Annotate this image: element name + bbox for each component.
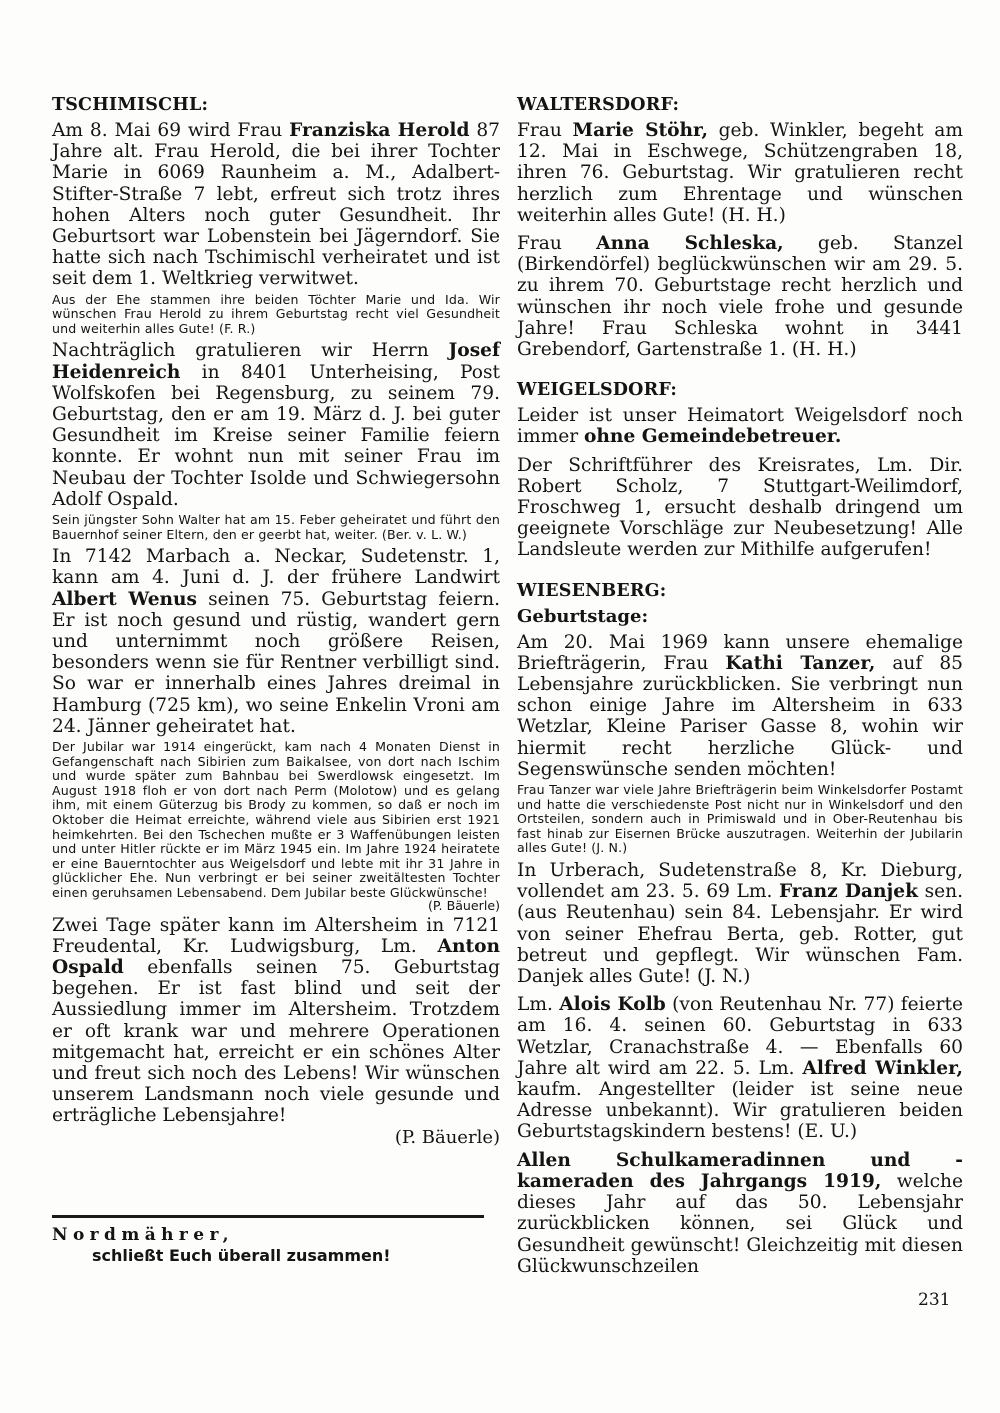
bold-name: Kathi Tanzer,	[725, 652, 876, 674]
text-run: auf 85 Lebensjahre zurückblicken. Sie verbringt nun schon einige Jahre im Altersheim in 633 Wetzlar, Kleine Pariser Gasse 8, wohin wir hiermit recht herzliche Glück- und Segenswünsche senden möchten!	[517, 652, 963, 780]
paragraph-robert-scholz	[517, 455, 963, 561]
text-run: kaufm. Angestellter (leider ist seine neue Adresse unbekannt). Wir gratulieren beiden Geburtstagskindern bestens! (E. U.)	[517, 1079, 963, 1143]
bold-name: Josef Heidenreich	[52, 340, 500, 383]
spacer	[517, 367, 963, 379]
note-wenus: Der Jubilar war 1914 eingerückt, kam nach 4 Monaten Dienst in Gefangenschaft nach Sibirien zum Baikalsee, von dort nach Ischim und wurde später zum Bahnbau bei Swerdlowsk eingesetzt. Im August 1918 floh er von dort nach Perm (Molotow) und es gelang ihm, mit einem Güterzug bis Brody zu kommen, so daß er noch im Oktober die Heimat erreichte, während viele aus Sibirien erst 1921 heimkehrten. Bei den Tschechen mußte er 3 Waffenübungen leisten und unter Hitler rückte er im März 1945 ein. Im Jahre 1924 heiratete er eine Bauerntochter aus Weigelsdorf und lebte mit ihr 31 Jahre in glücklicher Ehe. Nun verbringt er bei seiner zweitältesten Tochter einen geruhsamen Lebensabend. Dem Jubilar beste Glückwünsche!	[52, 739, 500, 900]
text-run: Der Schriftführer des Kreisrates, Lm. Dir. Robert Scholz, 7 Stuttgart-Weilimdorf, Froschweg 1, ersucht deshalb dringend um geeignete Vorschläge zur Neubesetzung! Alle Landsleute werden zur Mithilfe aufgerufen!	[517, 454, 963, 561]
text-run: ebenfalls seinen 75. Geburtstag begehen. Er ist fast blind und seit der Aussiedlung immer im Altersheim. Trotzdem er oft krank war und mehrere Operationen mitgemacht hat, erreicht er ein schönes Alter und freut sich noch des Lebens! Wir wünschen unserem Landsmann noch viele gesunde und erträgliche Lebensjahre!	[52, 956, 500, 1127]
text-run: Am 20. Mai 1969 kann unsere ehemalige Briefträgerin, Frau	[517, 631, 963, 674]
text-run: In 7142 Marbach a. Neckar, Sudetenstr. 1, kann am 4. Juni d. J. der frühere Landwirt	[52, 546, 500, 589]
section-heading: WEIGELSDORF:	[517, 380, 678, 401]
bold-name: Marie Stöhr,	[572, 120, 708, 141]
bold-name: Alfred Winkler,	[802, 1057, 963, 1079]
paragraph-marie-stoehr	[517, 120, 963, 226]
page-number: 231	[918, 1290, 951, 1310]
note-tanzer: Frau Tanzer war viele Jahre Briefträgerin beim Winkelsdorfer Postamt und hatte die verschiedenste Post nicht nur in Winkelsdorf und den Ortsteilen, sondern auch in Primiswald und in Ober-Reutenhau bis fast hinab zur Eisernen Brücke auszutragen. Weiterhin der Jubilarin alles Gute! (J. N.)	[517, 782, 963, 856]
bold-name: Alois Kolb	[559, 994, 666, 1016]
paragraph-gemeindebetreuer	[517, 405, 963, 447]
note-heidenreich: Sein jüngster Sohn Walter hat am 15. Feber geheiratet und führt den Bauernhof seiner Eltern, den er geerbt hat, weiter. (Ber. v. L. W.)	[52, 512, 500, 542]
text-run: (von Reutenhau Nr. 77) feierte am 16. 4. seinen 60. Geburtstag in 633 Wetzlar, Cranachstraße 4. — Ebenfalls 60 Jahre alt wird am 22. 5. Lm.	[517, 994, 963, 1079]
text-run: Am 8. Mai 69 wird Frau	[52, 120, 290, 141]
text-run: In Urberach, Sudetenstraße 8, Kr. Dieburg, vollendet am 23. 5. 69 Lm.	[517, 860, 963, 903]
paragraph-anna-schleska	[517, 233, 963, 360]
signature: (P. Bäuerle)	[394, 1126, 500, 1148]
section-tschimischl	[52, 94, 500, 1149]
note-herold: Aus der Ehe stammen ihre beiden Töchter Marie und Ida. Wir wünschen Frau Herold zu ihrem Geburtstag recht viel Gesundheit und weiterhin alles Gute! (F. R.)	[52, 291, 500, 336]
paragraph-albert-wenus	[52, 546, 500, 737]
paragraph-franz-danjek	[517, 860, 963, 987]
paragraph-franziska-herold	[52, 120, 500, 290]
text-run: in 8401 Unterheising, Post Wolfskofen bei Regensburg, zu seinem 79. Geburtstag, den er am 19. März d. J. bei guter Gesundheit im Kreise seiner Familie feiern konnte. Er wohnt nun mit seiner Frau im Neubau der Tochter Isolde und Schwiegersohn Adolf Ospald.	[52, 361, 500, 510]
text-run: Zwei Tage später kann im Altersheim in 7121 Freudental, Kr. Ludwigsburg, Lm.	[52, 914, 500, 957]
section-heading: WALTERSDORF:	[517, 95, 680, 115]
divider-rule	[52, 1215, 484, 1218]
section-heading: TSCHIMISCHL:	[52, 95, 209, 115]
bold-name: Franz Danjek	[778, 881, 918, 903]
slogan-box	[52, 1224, 391, 1266]
signature: (P. Bäuerle)	[428, 897, 500, 913]
bold-name: ohne Gemeindebetreuer.	[584, 426, 842, 448]
left-column	[52, 94, 500, 1149]
paragraph-jahrgang-1919	[517, 1150, 963, 1277]
text-run: welche dieses Jahr auf das 50. Lebensjahr zurückblicken können, sei Glück und Gesundheit gewünscht! Gleichzeitig mit diesen Glückwunschzeilen	[517, 1170, 963, 1277]
text-run: Lm.	[517, 994, 560, 1016]
paragraph-josef-heidenreich	[52, 340, 500, 510]
text-run: Frau	[517, 233, 597, 255]
text-run: seinen 75. Geburtstag feiern. Er ist noch gesund und rüstig, wandert gern und unternimmt noch größere Reisen, besonders wenn sie für Rentner verbilligt sind. So war er innerhalb eines Jahres dreimal in Hamburg (725 km), wo seine Enkelin Vroni am 24. Jänner geheiratet hat.	[52, 588, 500, 737]
bold-name: Franziska Herold	[289, 120, 470, 141]
text-run: Leider ist unser Heimatort Weigelsdorf noch immer	[517, 405, 963, 448]
bold-name: Albert Wenus	[52, 588, 198, 610]
section-subheading: Geburtstage:	[517, 605, 649, 627]
slogan-line-1: Nordmährer,	[52, 1225, 234, 1245]
bold-name: Anton Ospald	[52, 935, 500, 978]
right-column	[517, 94, 963, 1284]
section-waltersdorf	[517, 94, 963, 360]
paragraph-kathi-tanzer	[517, 632, 963, 780]
section-heading: WIESENBERG:	[517, 580, 667, 601]
section-wiesenberg	[517, 580, 963, 1277]
paragraph-alois-kolb	[517, 994, 963, 1142]
bold-name: Allen Schulkameradinnen und -kameraden des Jahrgangs 1919,	[517, 1149, 963, 1192]
section-weigelsdorf	[517, 379, 963, 560]
text-run: geb. Stanzel (Birkendörfel) beglückwünschen wir am 29. 5. zu ihrem 70. Geburtstage recht herzlich und wünschen ihr noch viele frohe und gesunde Jahre! Frau Schleska wohnt in 3441 Grebendorf, Gartenstraße 1. (H. H.)	[517, 233, 963, 361]
bold-name: Anna Schleska,	[596, 233, 784, 255]
paragraph-anton-ospald	[52, 915, 500, 1127]
spacer	[517, 568, 963, 580]
text-run: 87 Jahre alt. Frau Herold, die bei ihrer Tochter Marie in 6069 Raunheim a. M., Adalbert-Stifter-Straße 7 lebt, erfreut sich trotz ihres hohen Alters noch guter Gesundheit. Ihr Geburtsort war Lobenstein bei Jägerndorf. Sie hatte sich nach Tschimischl verheiratet und ist seit dem 1. Weltkrieg verwitwet.	[52, 120, 500, 290]
text-run: sen. (aus Reutenhau) sein 84. Lebensjahr. Er wird von seiner Ehefrau Berta, geb. Rotter, gut betreut und gepflegt. Wir wünschen Fam. Danjek alles Gute! (J. N.)	[517, 881, 963, 988]
slogan-line-2: schließt Euch überall zusammen!	[92, 1246, 391, 1265]
text-run: Nachträglich gratulieren wir Herrn	[52, 340, 449, 362]
text-run: Frau	[517, 120, 573, 141]
text-run: geb. Winkler, begeht am 12. Mai in Eschwege, Schützengraben 18, ihren 76. Geburtstag. Wir gratulieren recht herzlich zum Ehrentage und wünschen weiterhin alles Gute! (H. H.)	[517, 120, 963, 226]
